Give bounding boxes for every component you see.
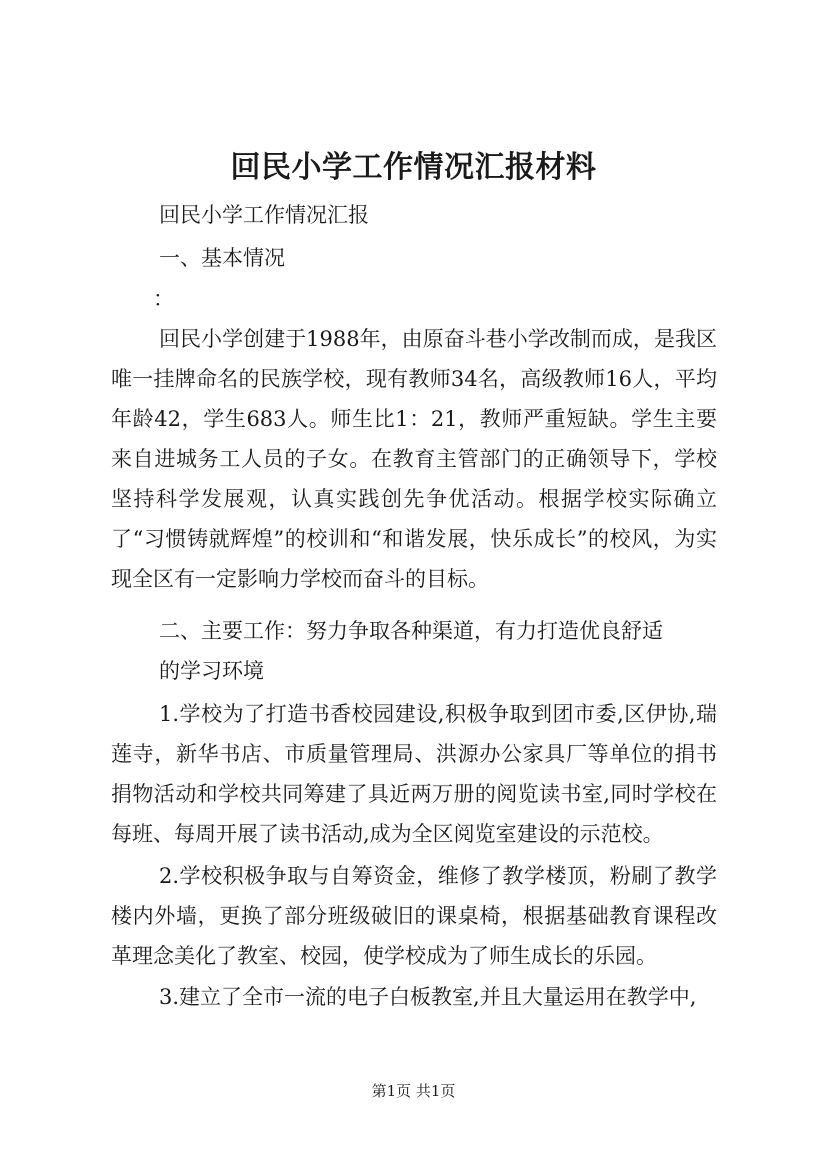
document-title: 回民小学工作情况汇报材料 [230, 150, 597, 185]
section-heading-basic-info: 一、基本情况 [159, 246, 285, 270]
paragraph-item-2: 2.学校积极争取与自筹资金，维修了教学楼顶，粉刷了教学楼内外墙，更换了部分班级破旧的课桌椅，根据基础教育课程改革理念美化了教室、校园，使学校成为了师生成长的乐园。 [111, 864, 717, 968]
document-subtitle: 回民小学工作情况汇报 [159, 203, 369, 227]
colon-line: ： [153, 287, 174, 311]
paragraph-item-1: 1.学校为了打造书香校园建设,积极争取到团市委,区伊协,瑞莲寺，新华书店、市质量管理局、洪源办公家具厂等单位的捐书捐物活动和学校共同筹建了具近两万册的阅览读书室,同时学校在每班、每周开展了读书活动,成为全区阅览室建设的示范校。 [111, 702, 717, 846]
paragraph-basic-info: 回民小学创建于1988年，由原奋斗巷小学改制而成，是我区唯一挂牌命名的民族学校，现有教师34名，高级教师16人，平均年龄42，学生683人。师生比1：21，教师严重短缺。学生主要来自进城务工人员的子女。在教育主管部门的正确领导下，学校坚持科学发展观，认真实践创先争优活动。根据学校实际确立了“习惯铸就辉煌”的校训和“和谐发展，快乐成长”的校风，为实现全区有一定影响力学校而奋斗的目标。 [111, 327, 717, 591]
section-heading-main-work-line2: 的学习环境 [159, 659, 264, 683]
section-heading-main-work-line1: 二、主要工作：努力争取各种渠道，有力打造优良舒适 [159, 619, 663, 643]
paragraph-item-3: 3.建立了全市一流的电子白板教室,并且大量运用在教学中, [159, 985, 697, 1009]
page-footer: 第1页 共1页 [371, 1082, 456, 1100]
